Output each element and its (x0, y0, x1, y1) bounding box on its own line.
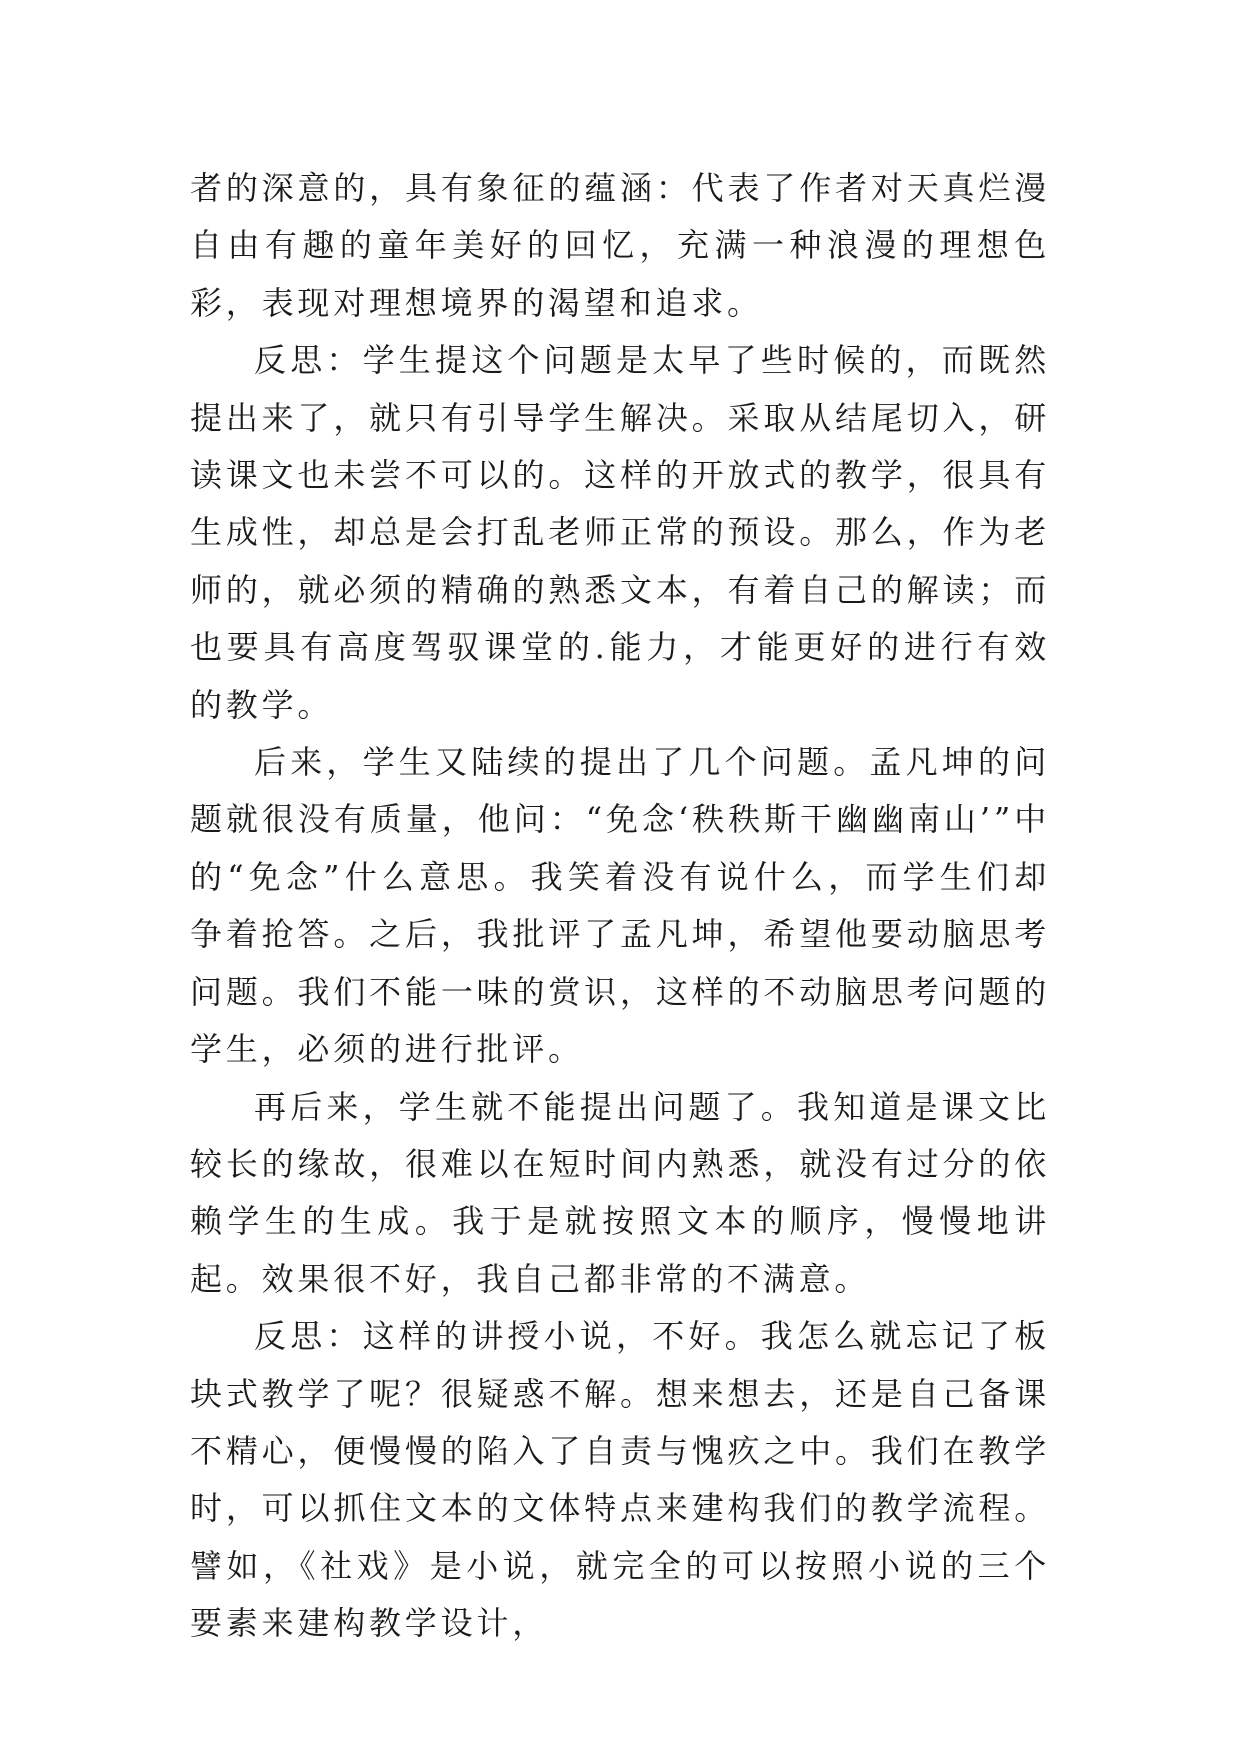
paragraph-2: 反思：学生提这个问题是太早了些时候的，而既然提出来了，就只有引导学生解决。采取从结尾切入，研读课文也未尝不可以的。这样的开放式的教学，很具有生成性，却总是会打乱老师正常的预设。那么，作为老师的，就必须的精确的熟悉文本，有着自己的解读；而也要具有高度驾驭课堂的.能力，才能更好的进行有效的教学。 (190, 341, 1050, 724)
paragraph-3: 后来，学生又陆续的提出了几个问题。孟凡坤的问题就很没有质量，他问：“免念‘秩秩斯干幽幽南山’”中的“免念”什么意思。我笑着没有说什么，而学生们却争着抢答。之后，我批评了孟凡坤，希望他要动脑思考问题。我们不能一味的赏识，这样的不动脑思考问题的学生，必须的进行批评。 (190, 743, 1050, 1069)
paragraph-4: 再后来，学生就不能提出问题了。我知道是课文比较长的缘故，很难以在短时间内熟悉，就没有过分的依赖学生的生成。我于是就按照文本的顺序，慢慢地讲起。效果很不好，我自己都非常的不满意。 (190, 1087, 1050, 1298)
paragraph-1: 者的深意的，具有象征的蕴涵：代表了作者对天真烂漫自由有趣的童年美好的回忆，充满一种浪漫的理想色彩，表现对理想境界的渴望和追求。 (190, 169, 1050, 322)
paragraph-5: 反思：这样的讲授小说，不好。我怎么就忘记了板块式教学了呢？很疑惑不解。想来想去，还是自己备课不精心，便慢慢的陷入了自责与愧疚之中。我们在教学时，可以抓住文本的文体特点来建构我们的教学流程。譬如，《社戏》是小说，就完全的可以按照小说的三个要素来建构教学设计， (190, 1317, 1050, 1643)
document-body (190, 160, 1050, 1653)
